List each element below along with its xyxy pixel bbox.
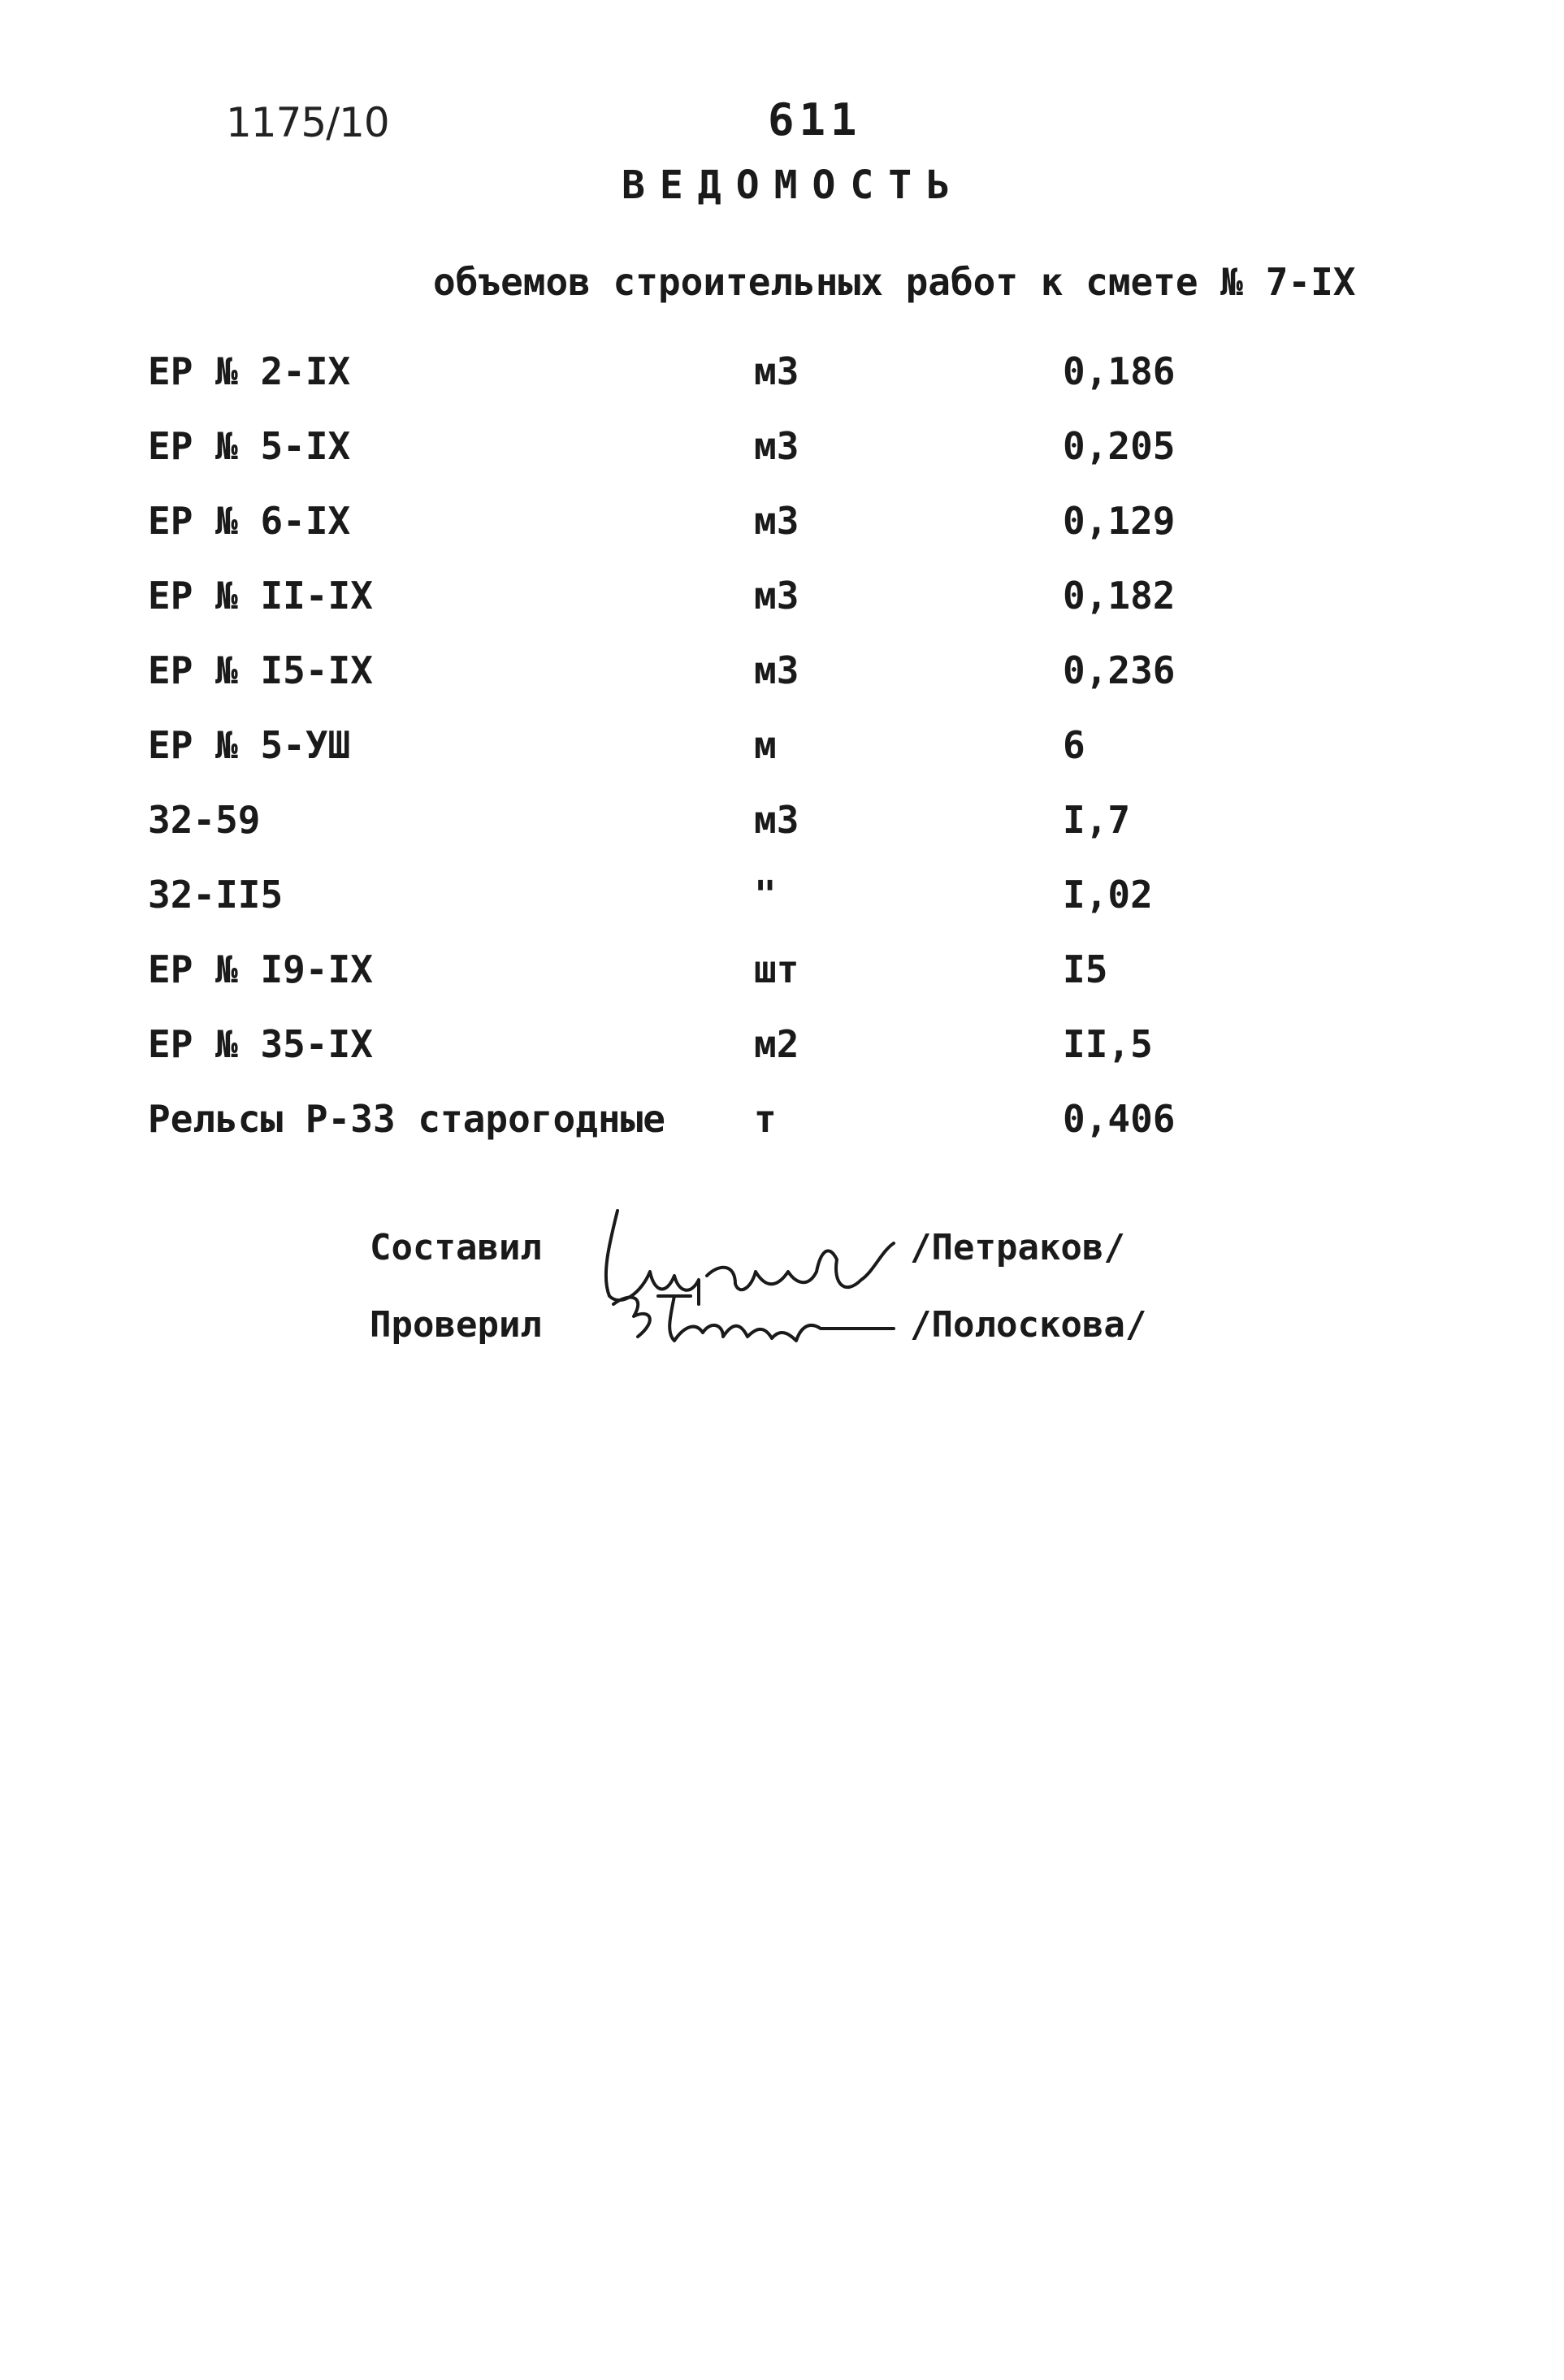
row-unit: т [754,1097,777,1141]
row-name: Рельсы Р-33 старогодные [148,1097,665,1141]
row-unit: м [754,723,777,767]
table-row [0,424,1564,489]
row-quantity: 0,205 [1063,424,1176,468]
row-quantity: II,5 [1063,1022,1153,1066]
table-row [0,574,1564,639]
row-name: 32-59 [148,798,261,842]
row-quantity: I,02 [1063,873,1153,917]
table-row [0,349,1564,414]
document-subtitle: объемов строительных работ к смете № 7-IX [433,260,1356,304]
table-row [0,873,1564,938]
row-name: ЕР № I9-IX [148,947,373,991]
table-row [0,723,1564,788]
row-name: ЕР № 35-IX [148,1022,373,1066]
row-unit: м3 [754,798,799,842]
row-name: ЕР № II-IX [148,574,373,618]
row-quantity: I5 [1063,947,1108,991]
row-name: 32-II5 [148,873,284,917]
checked-name: /Полоскова/ [910,1304,1147,1346]
table-row [0,499,1564,564]
row-unit: м3 [754,424,799,468]
archive-number: 1175/10 [226,99,389,146]
table-row [0,1097,1564,1162]
row-unit: м3 [754,648,799,692]
table-row [0,947,1564,1012]
row-unit: м3 [754,349,799,393]
compiled-label: Составил [370,1227,542,1268]
table-row [0,648,1564,713]
row-quantity: 0,186 [1063,349,1176,393]
row-quantity: 0,406 [1063,1097,1176,1141]
signature-checked [0,1304,1564,1369]
checked-label: Проверил [370,1304,542,1346]
handwritten-signature-icon [601,1272,910,1369]
row-quantity: 0,236 [1063,648,1176,692]
row-quantity: 0,182 [1063,574,1176,618]
row-unit: м2 [754,1022,799,1066]
row-name: ЕР № 2-IX [148,349,351,393]
row-quantity: I,7 [1063,798,1131,842]
page-number: 611 [768,94,862,145]
row-unit: шт [754,947,799,991]
table-row [0,1022,1564,1087]
row-unit: м3 [754,499,799,543]
row-quantity: 0,129 [1063,499,1176,543]
row-unit: м3 [754,574,799,618]
row-name: ЕР № 6-IX [148,499,351,543]
row-unit: " [754,873,777,917]
row-quantity: 6 [1063,723,1085,767]
row-name: ЕР № 5-IX [148,424,351,468]
row-name: ЕР № 5-УШ [148,723,351,767]
table-row [0,798,1564,863]
document-title: ВЕДОМОСТЬ [622,163,965,208]
compiled-name: /Петраков/ [910,1227,1125,1268]
row-name: ЕР № I5-IX [148,648,373,692]
